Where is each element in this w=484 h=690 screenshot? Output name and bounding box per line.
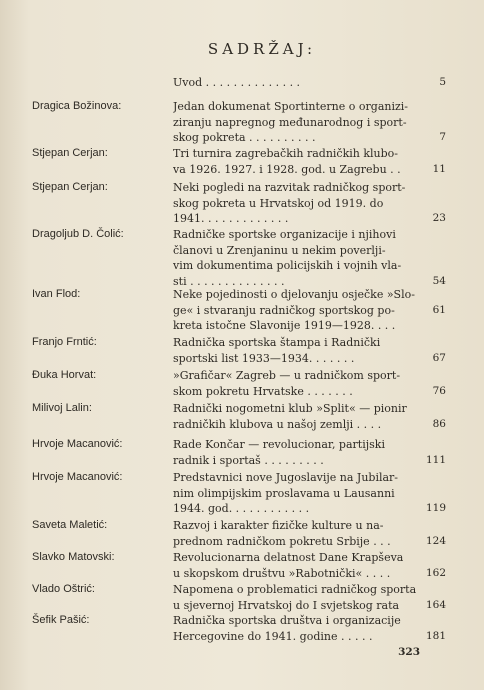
- toc-title: [173, 335, 445, 366]
- toc-title-line: vim dokumentima policijskih i vojnih vla-: [173, 259, 402, 272]
- toc-title-line: skog pokreta . . . . . . . . . .: [173, 131, 316, 144]
- toc-title-line: 1944. god. . . . . . . . . . . .: [173, 502, 310, 515]
- toc-title-line: Uvod . . . . . . . . . . . . . .: [173, 76, 301, 89]
- toc-title-line: skom pokretu Hrvatske . . . . . . .: [173, 384, 353, 398]
- toc-title-line: 1941. . . . . . . . . . . . .: [173, 212, 289, 225]
- toc-author: Ivan Flod:: [32, 288, 81, 300]
- toc-author: Šefik Pašić:: [32, 614, 90, 626]
- toc-page-number: 162: [425, 566, 446, 579]
- toc-title-line: sportski list 1933—1934. . . . . . .: [173, 351, 355, 365]
- toc-author: Milivoj Lalin:: [32, 402, 92, 414]
- toc-title: [173, 582, 445, 613]
- toc-title-line: Radnički nogometni klub »Split« — pionir: [173, 402, 407, 415]
- toc-title-line: Neke pojedinosti o djelovanju osječke »Slo-: [173, 288, 415, 301]
- toc-page-number: 76: [432, 384, 446, 397]
- toc-title-line: Radnička sportska štampa i Radnički: [173, 336, 381, 349]
- toc-title-line: radnik i sportaš . . . . . . . . .: [173, 453, 324, 467]
- toc-title: [173, 75, 445, 91]
- page-title: SADRŽAJ:: [207, 40, 317, 58]
- toc-title-line: ziranju napregnog međunarodnog i sport-: [173, 115, 407, 129]
- toc-title-line: u skopskom društvu »Rabotnički« . . . .: [173, 566, 391, 580]
- toc-author: Hrvoje Macanović:: [32, 471, 123, 483]
- toc-title-line: Radnička sportska društva i organizacije: [173, 614, 401, 627]
- toc-title-line: skog pokreta u Hrvatskoj od 1919. do: [173, 196, 384, 210]
- toc-page-number: 5: [439, 76, 446, 88]
- toc-title-line: Neki pogledi na razvitak radničkog sport-: [173, 181, 406, 194]
- toc-title: [173, 470, 445, 517]
- toc-title: [173, 99, 445, 146]
- toc-title-line: članovi u Zrenjaninu u nekim poverlji-: [173, 243, 386, 257]
- toc-title-line: Hercegovine do 1941. godine . . . . .: [173, 629, 373, 643]
- toc-author: Franjo Frntić:: [32, 336, 97, 348]
- toc-page-number: 23: [432, 212, 446, 224]
- toc-author: Saveta Maletić:: [32, 519, 108, 531]
- toc-title: [173, 227, 445, 289]
- toc-page-number: 164: [425, 598, 446, 611]
- toc-page-number: 124: [425, 534, 446, 547]
- toc-page-number: 67: [432, 351, 446, 364]
- toc-title-line: radničkih klubova u našoj zemlji . . . .: [173, 417, 382, 431]
- toc-title-line: va 1926. 1927. i 1928. god. u Zagrebu . .: [173, 162, 401, 176]
- page-folio: 323: [398, 646, 420, 658]
- toc-title: [173, 180, 445, 227]
- toc-title-line: Radničke sportske organizacije i njihovi: [173, 228, 396, 241]
- toc-author: Đuka Horvat:: [32, 369, 97, 381]
- toc-title-line: ge« i stvaranju radničkog sportskog po-: [173, 303, 395, 317]
- toc-title: [173, 146, 445, 177]
- toc-title-line: u sjevernoj Hrvatskoj do I svjetskog rata: [173, 598, 400, 612]
- toc-author: Hrvoje Macanović:: [32, 438, 123, 450]
- toc-page-number: 86: [432, 417, 446, 430]
- toc-title: [173, 518, 445, 549]
- toc-author: Slavko Matovski:: [32, 551, 115, 563]
- toc-author: Dragica Božinova:: [32, 100, 122, 112]
- toc-author: Stjepan Cerjan:: [32, 181, 108, 193]
- toc-title: [173, 613, 445, 644]
- toc-title-line: Napomena o problematici radničkog sporta: [173, 583, 417, 596]
- toc-title-line: »Grafičar« Zagreb — u radničkom sport-: [173, 369, 401, 382]
- toc-title-line: kreta istočne Slavonije 1919—1928. . . .: [173, 319, 396, 332]
- toc-page-number: 11: [432, 162, 446, 175]
- toc-title-line: Rade Končar — revolucionar, partijski: [173, 438, 385, 451]
- toc-title-line: prednom radničkom pokretu Srbije . . .: [173, 534, 391, 548]
- toc-page-number: 119: [425, 502, 446, 514]
- toc-title-line: nim olimpijskim proslavama u Lausanni: [173, 486, 395, 500]
- toc-title: [173, 550, 445, 581]
- toc-page-number: 54: [432, 275, 446, 287]
- toc-page-number: 61: [432, 303, 446, 316]
- toc-title: [173, 287, 445, 334]
- toc-page-number: 111: [425, 453, 446, 466]
- toc-title: [173, 368, 445, 399]
- toc-title-line: Razvoj i karakter fizičke kulture u na-: [173, 519, 384, 532]
- toc-page-number: 7: [439, 131, 446, 143]
- toc-title-line: Tri turnira zagrebačkih radničkih klubo-: [173, 147, 399, 160]
- toc-title: [173, 437, 445, 468]
- toc-title-line: Jedan dokumenat Sportinterne o organizi-: [173, 100, 409, 113]
- toc-author: Dragoljub D. Čolić:: [32, 228, 124, 240]
- toc-title: [173, 401, 445, 432]
- toc-author: Stjepan Cerjan:: [32, 147, 108, 159]
- toc-title-line: Revolucionarna delatnost Dane Krapševa: [173, 551, 404, 564]
- toc-page-number: 181: [425, 629, 446, 642]
- toc-title-line: sti . . . . . . . . . . . . . .: [173, 274, 285, 288]
- toc-title-line: Predstavnici nove Jugoslavije na Jubilar-: [173, 471, 399, 484]
- toc-author: Vlado Oštrić:: [32, 583, 95, 595]
